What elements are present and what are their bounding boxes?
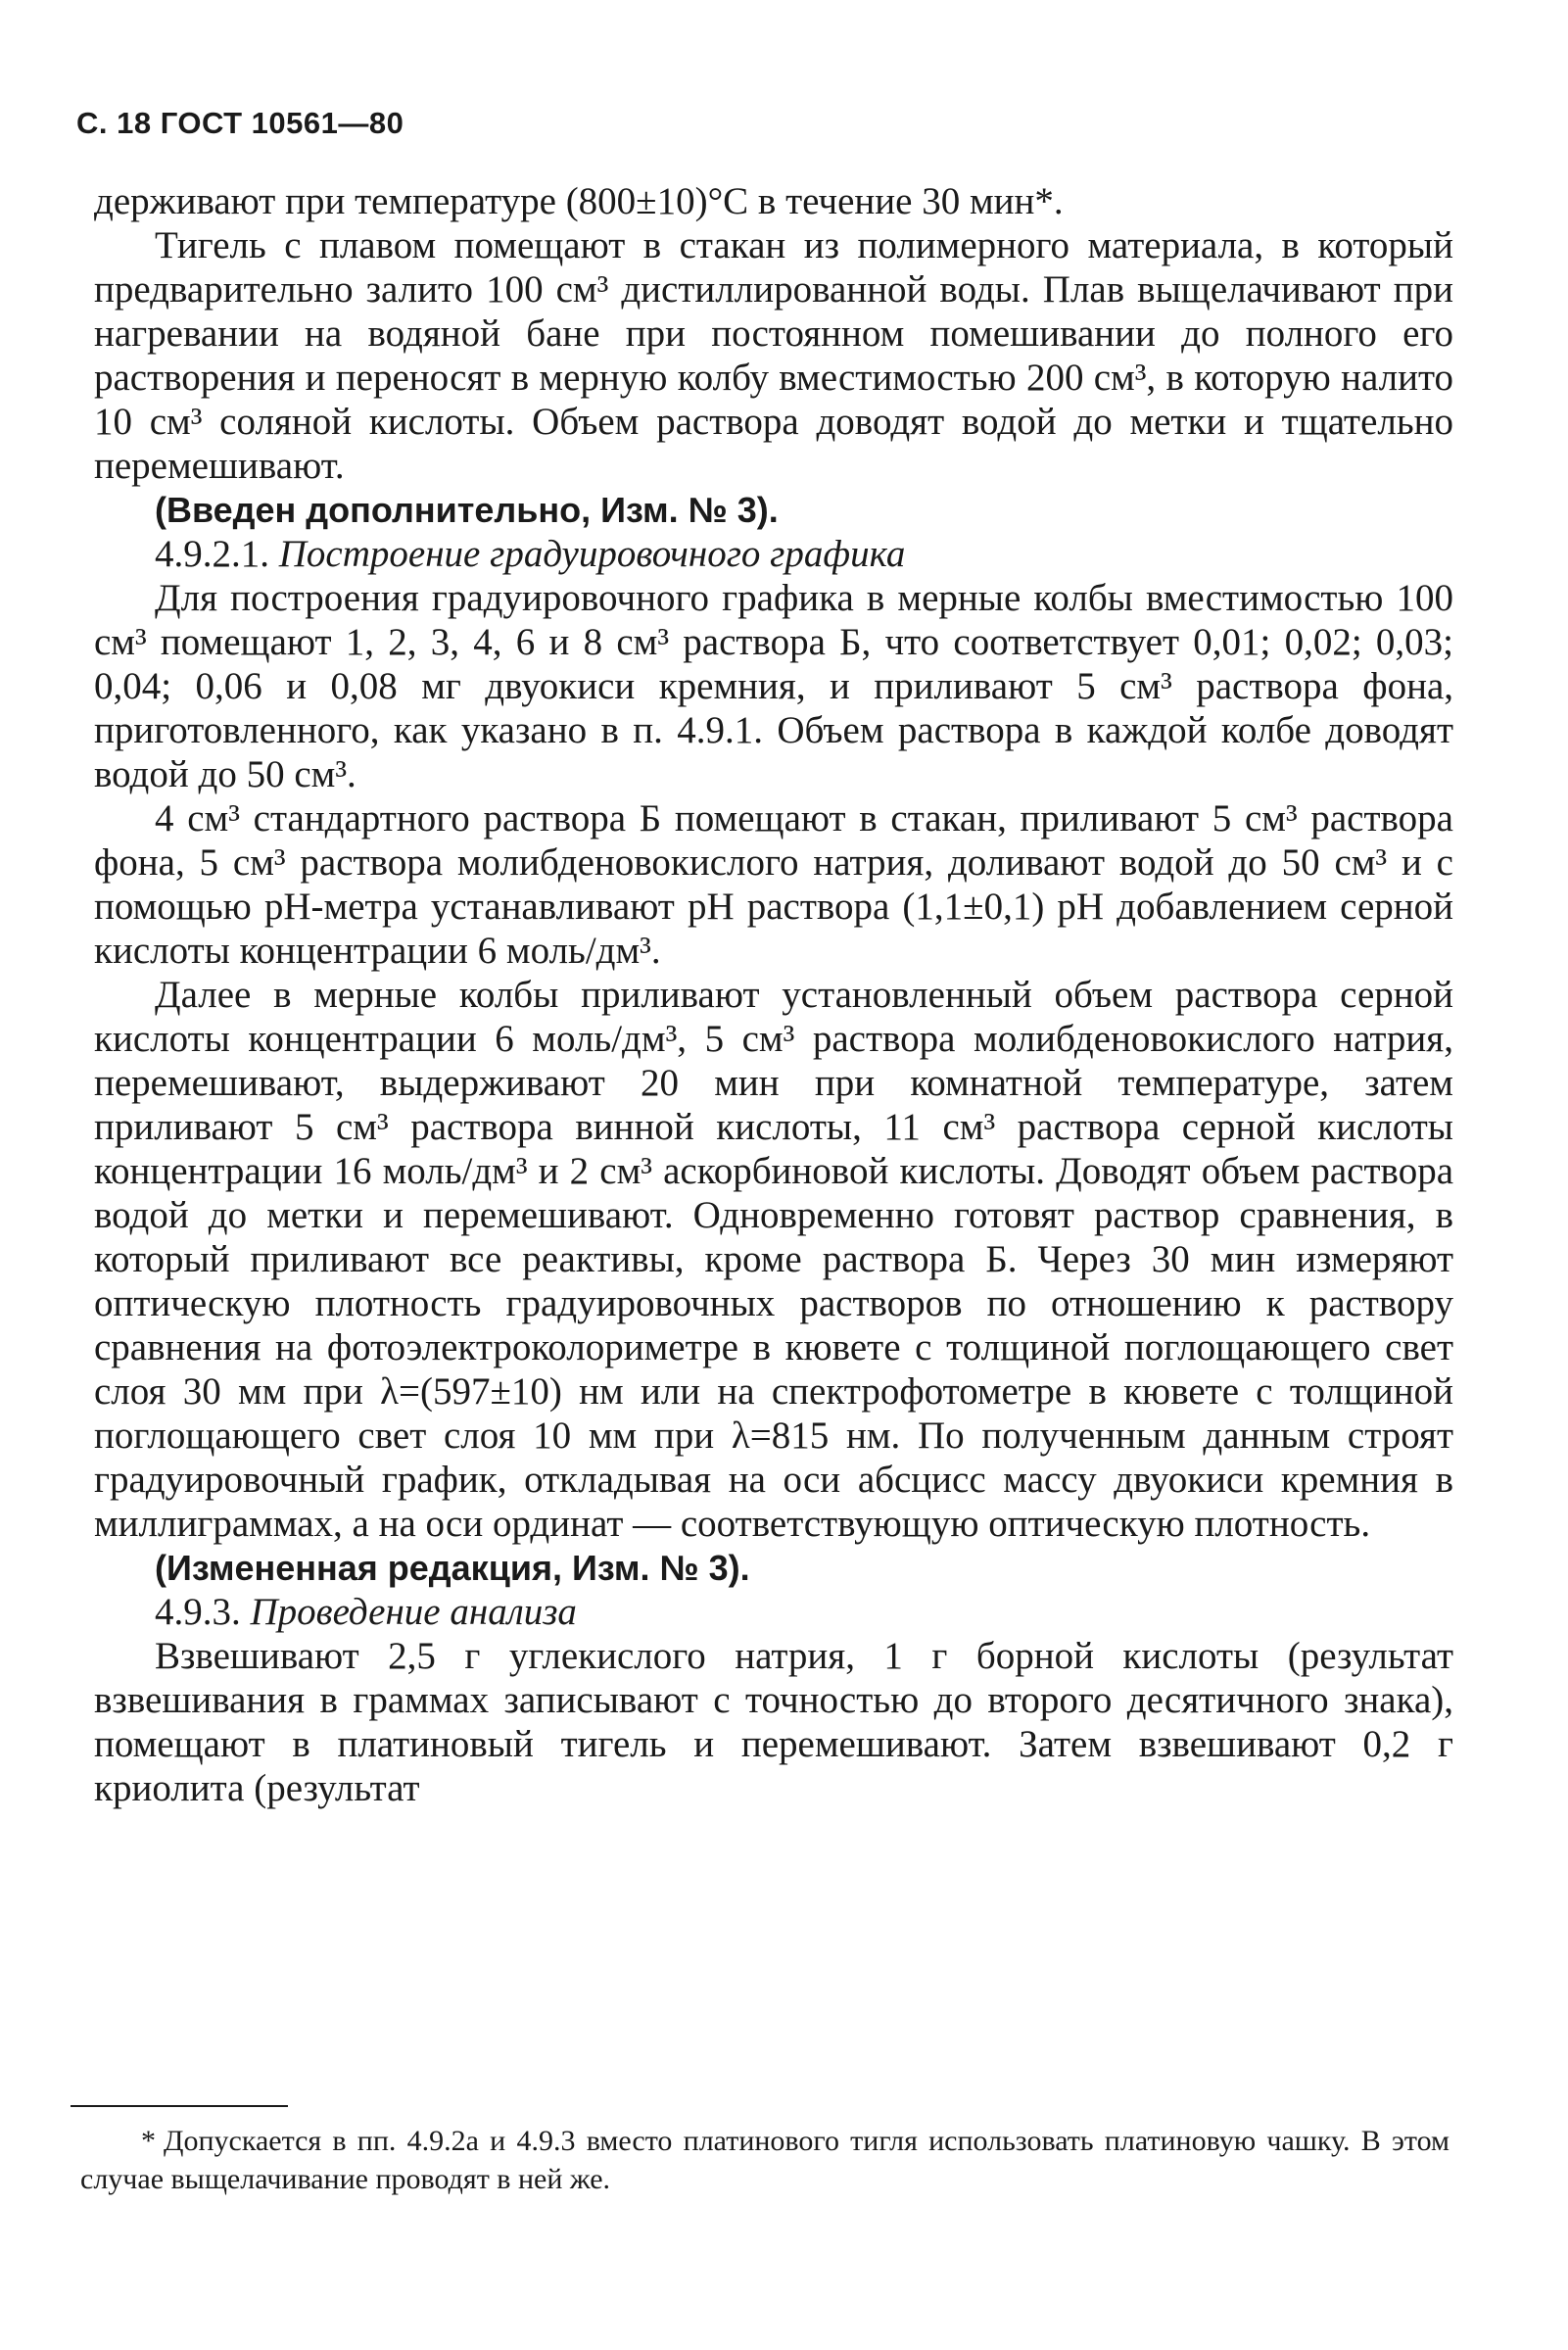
section-heading-4-9-3 [94, 1590, 1453, 1634]
footnote-text: Допускается в пп. 4.9.2а и 4.9.3 вместо платинового тигля использовать платиновую чашку. В этом случае выщелачивание проводят в ней же. [80, 2125, 1449, 2195]
section-heading-4-9-2-1 [94, 532, 1453, 576]
paragraph-calibration-solutions: Для построения градуировочного графика в мерные колбы вместимостью 100 см³ помещают 1, 2, 3, 4, 6 и 8 см³ раствора Б, что соответствует 0,01; 0,02; 0,03; 0,04; 0,06 и 0,08 мг двуокиси кремния, и приливают 5 см³ раствора фона, приготовленного, как указано в п. 4.9.1. Объем раствора в каждой колбе доводят водой до 50 см³. [94, 577, 1453, 795]
footnote-mark: * [141, 2125, 156, 2157]
paragraph-ph-adjustment: 4 см³ стандартного раствора Б помещают в стакан, приливают 5 см³ раствора фона, 5 см³ раствора молибденовокислого натрия, доливают водой до 50 см³ и с помощью pH-метра устанавливают pH раствора (1,1±0,1) pH добавлением серной кислоты концентрации 6 моль/дм³. [94, 797, 1453, 972]
paragraph-crucible-melt: Тигель с плавом помещают в стакан из полимерного материала, в который предварительно залито 100 см³ дистиллированной воды. Плав выщелачивают при нагревании на водяной бане при постоянном помешивании до полного его растворения и переносят в мерную колбу вместимостью 200 см³, в которую налито 10 см³ соляной кислоты. Объем раствора доводят водой до метки и тщательно перемешивают. [94, 224, 1453, 487]
amendment-note: (Введен дополнительно, Изм. № 3). [155, 490, 779, 530]
section-title: Проведение анализа [250, 1591, 577, 1633]
section-title: Построение градуировочного графика [278, 533, 906, 575]
amendment-note: (Измененная редакция, Изм. № 3). [155, 1548, 750, 1588]
page-header: С. 18 ГОСТ 10561—80 [76, 106, 404, 140]
paragraph-continuation: держивают при температуре (800±10)°С в течение 30 мин*. [94, 180, 1064, 222]
footnote-divider [71, 2105, 288, 2107]
paragraph-analysis-weighing: Взвешивают 2,5 г углекислого натрия, 1 г борной кислоты (результат взвешивания в граммах записывают с точностью до второго десятичного знака), помещают в платиновый тигель и перемешивают. Затем взвешивают 0,2 г криолита (результат [94, 1635, 1453, 1809]
section-number: 4.9.3. [155, 1591, 241, 1633]
footnote [80, 2122, 1449, 2198]
paragraph-measurement: Далее в мерные колбы приливают установленный объем раствора серной кислоты концентрации 6 моль/дм³, 5 см³ раствора молибденовокислого натрия, перемешивают, выдерживают 20 мин при комнатной температуре, затем приливают 5 см³ раствора винной кислоты, 11 см³ раствора серной кислоты концентрации 16 моль/дм³ и 2 см³ аскорбиновой кислоты. Доводят объем раствора водой до метки и перемешивают. Одновременно готовят раствор сравнения, в который приливают все реактивы, кроме раствора Б. Через 30 мин измеряют оптическую плотность градуировочных растворов по отношению к раствору сравнения на фотоэлектроколориметре в кювете с толщиной поглощающего свет слоя 30 мм при λ=(597±10) нм или на спектрофотометре в кювете с толщиной поглощающего свет слоя 10 мм при λ=815 нм. По полученным данным строят градуировочный график, откладывая на оси абсцисс массу двуокиси кремния в миллиграммах, а на оси ординат — соответствующую оптическую плотность. [94, 974, 1453, 1545]
section-number: 4.9.2.1. [155, 533, 269, 575]
body-text [94, 179, 1453, 1810]
